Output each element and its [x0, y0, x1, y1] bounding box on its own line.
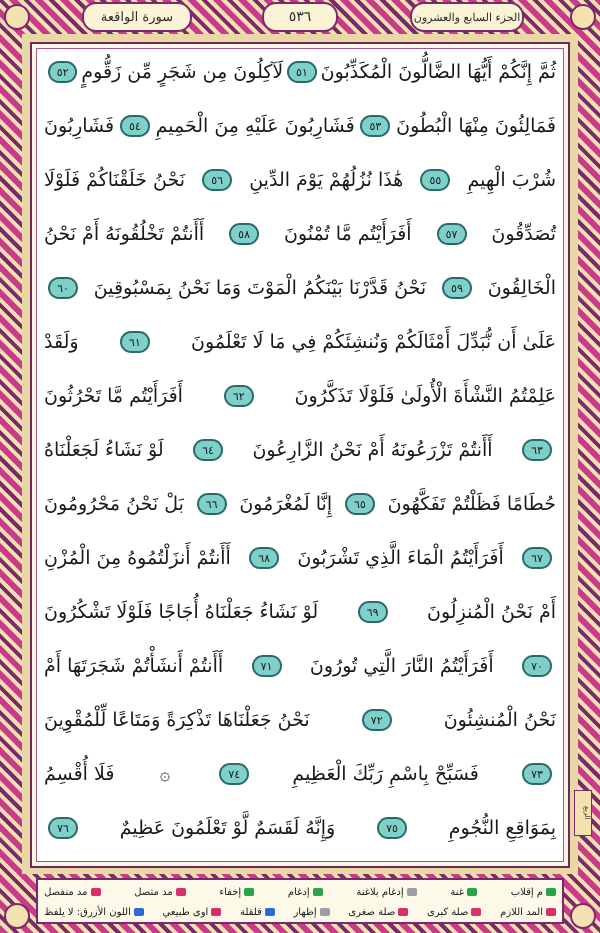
legend-label: المد اللازم	[500, 906, 543, 918]
verse-number-marker: ٧١	[252, 655, 282, 677]
legend-item	[500, 907, 556, 918]
verse-text: لَوْ نَشَاءُ جَعَلْنَاهُ أُجَاجًا فَلَوْلَا تَشْكُرُونَ	[44, 601, 319, 623]
verse-number-marker: ٥١	[287, 61, 316, 83]
tajweed-legend	[36, 878, 564, 924]
corner-ornament-icon	[570, 4, 596, 30]
verse-text: شُرْبَ الْهِيمِ	[467, 169, 556, 191]
legend-label: غنة	[450, 886, 464, 898]
legend-item	[44, 907, 144, 918]
verse-line	[44, 50, 556, 94]
verse-text: نَحْنُ جَعَلْنَاهَا تَذْكِرَةً وَمَتَاعًا لِّلْمُقْوِينَ	[44, 709, 310, 731]
verse-text: أَأَنتُمْ تَزْرَعُونَهُ أَمْ نَحْنُ الزَّارِعُونَ	[252, 439, 493, 461]
legend-item	[511, 887, 556, 898]
legend-label: إدغام	[287, 886, 310, 898]
verse-text: أَأَنتُمْ تَخْلُقُونَهُ أَمْ نَحْنُ	[44, 223, 205, 245]
verse-text: فَشَارِبُونَ	[44, 115, 115, 137]
verse-text: نَحْنُ الْمُنشِئُونَ	[443, 709, 556, 731]
verse-number-marker: ٥٦	[202, 169, 232, 191]
verse-line	[44, 428, 556, 472]
legend-swatch	[244, 888, 254, 896]
verse-number-marker: ٦٣	[522, 439, 552, 461]
verse-number-marker: ٦٠	[48, 277, 78, 299]
legend-swatch	[134, 908, 144, 916]
rub-el-hizb-icon: ۞	[159, 763, 171, 785]
verse-number-marker: ٦٧	[522, 547, 552, 569]
verse-line	[44, 752, 556, 796]
verse-text: فَلَا أُقْسِمُ	[44, 763, 115, 785]
verse-text: فَسَبِّحْ بِاسْمِ رَبِّكَ الْعَظِيمِ	[292, 763, 479, 785]
verse-line	[44, 644, 556, 688]
verse-text: وَلَقَدْ	[44, 331, 79, 353]
verse-text: عَلَىٰ أَن نُّبَدِّلَ أَمْثَالَكُمْ وَنُنشِئَكُمْ فِي مَا لَا تَعْلَمُونَ	[191, 331, 556, 353]
legend-label: إظهار	[293, 906, 317, 918]
verse-text: فَشَارِبُونَ عَلَيْهِ مِنَ الْحَمِيمِ	[155, 115, 355, 137]
legend-label: صلة كبرى	[427, 906, 469, 918]
legend-swatch	[176, 888, 186, 896]
verse-text: ثُمَّ إِنَّكُمْ أَيُّهَا الضَّالُّونَ الْمُكَذِّبُونَ	[320, 61, 556, 83]
legend-item	[356, 887, 416, 898]
verse-number-marker: ٧٢	[362, 709, 392, 731]
legend-label: مد متصل	[134, 886, 173, 898]
legend-item	[240, 907, 275, 918]
verse-text: حُطَامًا فَظَلْتُمْ تَفَكَّهُونَ	[387, 493, 556, 515]
verse-number-marker: ٦٢	[224, 385, 254, 407]
verse-number-marker: ٦٦	[197, 493, 227, 515]
verse-text: عَلِمْتُمُ النَّشْأَةَ الْأُولَىٰ فَلَوْلَا تَذَكَّرُونَ	[294, 385, 556, 407]
verse-line	[44, 698, 556, 742]
verse-number-marker: ٦٩	[358, 601, 388, 623]
verse-number-marker: ٧٦	[48, 817, 78, 839]
verse-text: الْخَالِقُونَ	[487, 277, 556, 299]
verse-number-marker: ٧٠	[522, 655, 552, 677]
legend-label: اوى طبيعي	[162, 906, 209, 918]
verse-text: لَآكِلُونَ مِن شَجَرٍ مِّن زَقُّومٍ	[81, 61, 284, 83]
legend-row	[44, 902, 556, 922]
verse-number-marker: ٥٩	[442, 277, 472, 299]
legend-label: اللون الأزرق: لا يلفظ	[44, 906, 131, 918]
verse-number-marker: ٧٥	[377, 817, 407, 839]
verse-number-marker: ٧٣	[522, 763, 552, 785]
legend-item	[288, 887, 323, 898]
legend-label: إخفاء	[219, 886, 242, 898]
verse-text: نَحْنُ خَلَقْنَاكُمْ فَلَوْلَا	[44, 169, 185, 191]
legend-swatch	[211, 908, 221, 916]
verse-number-marker: ٥٤	[120, 115, 150, 137]
legend-swatch	[91, 888, 101, 896]
verse-text: هَٰذَا نُزُلُهُمْ يَوْمَ الدِّينِ	[249, 169, 404, 191]
legend-swatch	[320, 908, 330, 916]
verse-text: وَإِنَّهُ لَقَسَمٌ لَّوْ تَعْلَمُونَ عَظِيمٌ	[119, 817, 336, 839]
corner-ornament-icon	[4, 4, 30, 30]
verse-line	[44, 104, 556, 148]
verse-number-marker: ٥٨	[229, 223, 259, 245]
rub-marker: الربع	[574, 790, 592, 836]
verse-number-marker: ٦١	[120, 331, 150, 353]
legend-swatch	[546, 908, 556, 916]
verse-number-marker: ٧٤	[219, 763, 249, 785]
verse-number-marker: ٦٤	[193, 439, 223, 461]
page-number: ٥٣٦	[262, 2, 338, 32]
verse-line	[44, 374, 556, 418]
verse-text: أَفَرَأَيْتُمُ الْمَاءَ الَّذِي تَشْرَبُونَ	[297, 547, 504, 569]
verse-number-marker: ٥٥	[420, 169, 450, 191]
verse-text: أَفَرَأَيْتُم مَّا تُمْنُونَ	[283, 223, 412, 245]
legend-item	[427, 907, 481, 918]
verse-line	[44, 806, 556, 850]
legend-item	[348, 907, 408, 918]
legend-item	[163, 907, 222, 918]
legend-label: قلقلة	[239, 906, 262, 918]
verse-text: بَلْ نَحْنُ مَحْرُومُونَ	[44, 493, 184, 515]
verse-text: إِنَّا لَمُغْرَمُونَ	[239, 493, 333, 515]
verse-line	[44, 212, 556, 256]
legend-label: صلة صغرى	[348, 906, 396, 918]
legend-label: إدغام بلاغنة	[356, 886, 404, 898]
legend-item	[293, 907, 329, 918]
verse-line	[44, 590, 556, 634]
verse-line	[44, 158, 556, 202]
legend-item	[450, 887, 477, 898]
legend-swatch	[471, 908, 481, 916]
verse-text: نَحْنُ قَدَّرْنَا بَيْنَكُمُ الْمَوْتَ وَمَا نَحْنُ بِمَسْبُوقِينَ	[93, 277, 427, 299]
legend-item	[44, 887, 100, 898]
verse-line	[44, 266, 556, 310]
verse-number-marker: ٥٧	[437, 223, 467, 245]
verse-number-marker: ٥٣	[360, 115, 390, 137]
legend-swatch	[407, 888, 417, 896]
verse-line	[44, 536, 556, 580]
legend-swatch	[398, 908, 408, 916]
legend-swatch	[265, 908, 275, 916]
legend-label: م إقلاب	[510, 886, 543, 898]
corner-ornament-icon	[570, 903, 596, 929]
verse-text: بِمَوَاقِعِ النُّجُومِ	[448, 817, 556, 839]
verse-text: فَمَالِئُونَ مِنْهَا الْبُطُونَ	[396, 115, 556, 137]
verse-line	[44, 320, 556, 364]
verse-text: تُصَدِّقُونَ	[491, 223, 556, 245]
verse-line	[44, 482, 556, 526]
verse-number-marker: ٥٢	[48, 61, 77, 83]
verse-text: أَأَنتُمْ أَنزَلْتُمُوهُ مِنَ الْمُزْنِ	[44, 547, 231, 569]
legend-swatch	[467, 888, 477, 896]
verse-text: أَفَرَأَيْتُمُ النَّارَ الَّتِي تُورُونَ	[309, 655, 494, 677]
verse-text: لَوْ نَشَاءُ لَجَعَلْنَاهُ	[44, 439, 164, 461]
legend-row	[44, 882, 556, 902]
surah-name-header: سورة الواقعة	[82, 2, 192, 32]
verse-text: أَفَرَأَيْتُم مَّا تَحْرُثُونَ	[44, 385, 183, 407]
legend-item	[134, 887, 185, 898]
legend-label: مد منفصل	[44, 886, 88, 898]
legend-swatch	[546, 888, 556, 896]
legend-item	[219, 887, 254, 898]
verse-text: أَمْ نَحْنُ الْمُنزِلُونَ	[427, 601, 556, 623]
juz-name-header: الجزء السابع والعشرون	[410, 2, 524, 32]
verse-text: أَأَنتُمْ أَنشَأْتُمْ شَجَرَتَهَا أَمْ	[44, 655, 224, 677]
verse-number-marker: ٦٨	[249, 547, 279, 569]
legend-swatch	[313, 888, 323, 896]
verse-number-marker: ٦٥	[345, 493, 375, 515]
corner-ornament-icon	[4, 903, 30, 929]
